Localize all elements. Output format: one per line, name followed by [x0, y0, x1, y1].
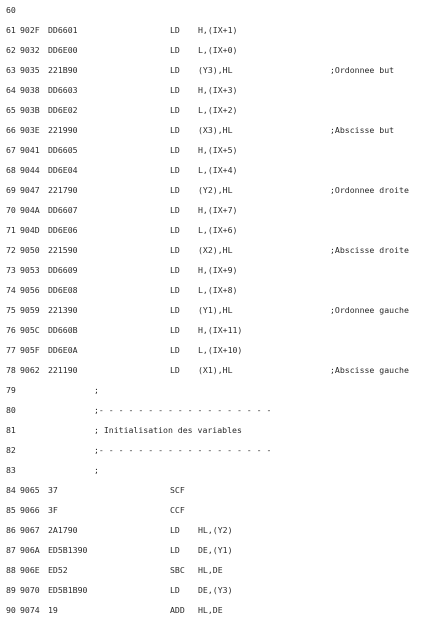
- operand: (Y3),HL: [198, 65, 233, 75]
- operand: (X1),HL: [198, 365, 233, 375]
- line-number: 74: [6, 285, 16, 295]
- address: 904A: [20, 205, 40, 215]
- line-number: 79: [6, 385, 16, 395]
- address: 9059: [20, 305, 40, 315]
- address: 9050: [20, 245, 40, 255]
- mnemonic: LD: [170, 65, 180, 75]
- address: 9074: [20, 605, 40, 615]
- mnemonic: LD: [170, 265, 180, 275]
- mnemonic: CCF: [170, 505, 185, 515]
- comment: ;Abscisse droite: [330, 245, 409, 255]
- mnemonic: LD: [170, 185, 180, 195]
- machine-code: ED5B1B90: [48, 585, 88, 595]
- mnemonic: LD: [170, 165, 180, 175]
- address: 905F: [20, 345, 40, 355]
- operand: H,(IX+5): [198, 145, 238, 155]
- machine-code: DD6E02: [48, 105, 78, 115]
- mnemonic: LD: [170, 325, 180, 335]
- operand: H,(IX+9): [198, 265, 238, 275]
- operand: H,(IX+1): [198, 25, 238, 35]
- line-number: 82: [6, 445, 16, 455]
- machine-code: DD6E00: [48, 45, 78, 55]
- machine-code: 221190: [48, 365, 78, 375]
- line-number: 64: [6, 85, 16, 95]
- mnemonic: LD: [170, 525, 180, 535]
- operand: H,(IX+7): [198, 205, 238, 215]
- machine-code: DD6609: [48, 265, 78, 275]
- operand: HL,DE: [198, 565, 223, 575]
- mnemonic: SCF: [170, 485, 185, 495]
- source-comment: ;: [94, 465, 99, 475]
- line-number: 90: [6, 605, 16, 615]
- mnemonic: LD: [170, 145, 180, 155]
- mnemonic: LD: [170, 125, 180, 135]
- operand: HL,DE: [198, 605, 223, 615]
- operand: L,(IX+8): [198, 285, 238, 295]
- operand: L,(IX+10): [198, 345, 243, 355]
- machine-code: ED52: [48, 565, 68, 575]
- line-number: 61: [6, 25, 16, 35]
- address: 9044: [20, 165, 40, 175]
- operand: (X3),HL: [198, 125, 233, 135]
- machine-code: DD6603: [48, 85, 78, 95]
- address: 905C: [20, 325, 40, 335]
- line-number: 67: [6, 145, 16, 155]
- address: 9065: [20, 485, 40, 495]
- address: 903B: [20, 105, 40, 115]
- source-comment: ;- - - - - - - - - - - - - - - - - -: [94, 445, 272, 455]
- mnemonic: LD: [170, 585, 180, 595]
- comment: ;Abscisse gauche: [330, 365, 409, 375]
- address: 9047: [20, 185, 40, 195]
- operand: HL,(Y2): [198, 525, 233, 535]
- comment: ;Ordonnee droite: [330, 185, 409, 195]
- mnemonic: LD: [170, 545, 180, 555]
- address: 9070: [20, 585, 40, 595]
- line-number: 71: [6, 225, 16, 235]
- operand: DE,(Y3): [198, 585, 233, 595]
- comment: ;Ordonnee gauche: [330, 305, 409, 315]
- mnemonic: SBC: [170, 565, 185, 575]
- line-number: 72: [6, 245, 16, 255]
- address: 9041: [20, 145, 40, 155]
- machine-code: 37: [48, 485, 58, 495]
- address: 903E: [20, 125, 40, 135]
- line-number: 76: [6, 325, 16, 335]
- line-number: 62: [6, 45, 16, 55]
- machine-code: 221590: [48, 245, 78, 255]
- line-number: 84: [6, 485, 16, 495]
- machine-code: 3F: [48, 505, 58, 515]
- operand: (Y1),HL: [198, 305, 233, 315]
- mnemonic: LD: [170, 105, 180, 115]
- line-number: 87: [6, 545, 16, 555]
- operand: L,(IX+0): [198, 45, 238, 55]
- line-number: 83: [6, 465, 16, 475]
- address: 9066: [20, 505, 40, 515]
- operand: H,(IX+3): [198, 85, 238, 95]
- address: 9038: [20, 85, 40, 95]
- machine-code: DD660B: [48, 325, 78, 335]
- address: 9053: [20, 265, 40, 275]
- mnemonic: LD: [170, 85, 180, 95]
- address: 906E: [20, 565, 40, 575]
- machine-code: DD6601: [48, 25, 78, 35]
- operand: (X2),HL: [198, 245, 233, 255]
- machine-code: 221390: [48, 305, 78, 315]
- machine-code: DD6E06: [48, 225, 78, 235]
- source-comment: ;- - - - - - - - - - - - - - - - - -: [94, 405, 272, 415]
- address: 902F: [20, 25, 40, 35]
- line-number: 69: [6, 185, 16, 195]
- address: 904D: [20, 225, 40, 235]
- source-comment: ;: [94, 385, 99, 395]
- machine-code: DD6E04: [48, 165, 78, 175]
- machine-code: 19: [48, 605, 58, 615]
- line-number: 77: [6, 345, 16, 355]
- line-number: 85: [6, 505, 16, 515]
- machine-code: ED5B1390: [48, 545, 88, 555]
- line-number: 80: [6, 405, 16, 415]
- line-number: 86: [6, 525, 16, 535]
- address: 9067: [20, 525, 40, 535]
- address: 906A: [20, 545, 40, 555]
- line-number: 89: [6, 585, 16, 595]
- line-number: 73: [6, 265, 16, 275]
- line-number: 75: [6, 305, 16, 315]
- operand: (Y2),HL: [198, 185, 233, 195]
- mnemonic: LD: [170, 305, 180, 315]
- line-number: 63: [6, 65, 16, 75]
- line-number: 88: [6, 565, 16, 575]
- mnemonic: LD: [170, 245, 180, 255]
- machine-code: DD6E08: [48, 285, 78, 295]
- comment: ;Ordonnee but: [330, 65, 395, 75]
- address: 9062: [20, 365, 40, 375]
- line-number: 66: [6, 125, 16, 135]
- mnemonic: ADD: [170, 605, 185, 615]
- source-comment: ; Initialisation des variables: [94, 425, 242, 435]
- machine-code: 221B90: [48, 65, 78, 75]
- machine-code: 221990: [48, 125, 78, 135]
- address: 9035: [20, 65, 40, 75]
- operand: L,(IX+2): [198, 105, 238, 115]
- mnemonic: LD: [170, 225, 180, 235]
- line-number: 78: [6, 365, 16, 375]
- address: 9032: [20, 45, 40, 55]
- address: 9056: [20, 285, 40, 295]
- operand: DE,(Y1): [198, 545, 233, 555]
- line-number: 81: [6, 425, 16, 435]
- machine-code: DD6607: [48, 205, 78, 215]
- line-number: 68: [6, 165, 16, 175]
- machine-code: 2A1790: [48, 525, 78, 535]
- machine-code: 221790: [48, 185, 78, 195]
- mnemonic: LD: [170, 345, 180, 355]
- mnemonic: LD: [170, 205, 180, 215]
- mnemonic: LD: [170, 45, 180, 55]
- operand: L,(IX+4): [198, 165, 238, 175]
- comment: ;Abscisse but: [330, 125, 395, 135]
- mnemonic: LD: [170, 25, 180, 35]
- operand: H,(IX+11): [198, 325, 243, 335]
- line-number: 70: [6, 205, 16, 215]
- mnemonic: LD: [170, 365, 180, 375]
- machine-code: DD6E0A: [48, 345, 78, 355]
- machine-code: DD6605: [48, 145, 78, 155]
- mnemonic: LD: [170, 285, 180, 295]
- line-number: 65: [6, 105, 16, 115]
- operand: L,(IX+6): [198, 225, 238, 235]
- line-number: 60: [6, 5, 16, 15]
